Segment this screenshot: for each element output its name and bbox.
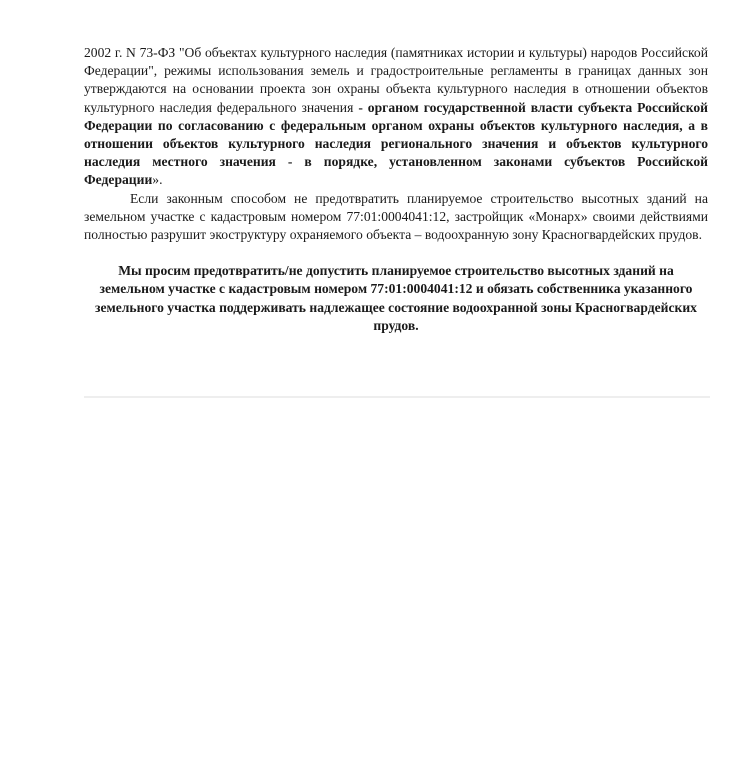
paragraph-law-reference-bold: - органом государственной власти субъекта Российской Федерации по согласованию с федеральным органом охраны объектов культурного наследия, а в отношении объектов культурного наследия регионального значения и объектов культурного наследия местного значения - в порядке, установленном законами субъектов Российской Федерации bbox=[84, 99, 708, 188]
page-divider bbox=[84, 396, 710, 398]
paragraph-law-reference bbox=[84, 44, 708, 190]
request-statement: Мы просим предотвратить/не допустить планируемое строительство высотных зданий на земельном участке с кадастровым номером 77:01:0004041:12 и обязать собственника указанного земельного участка поддерживать надлежащее состояние водоохранной зоны Красногвардейских прудов. bbox=[95, 263, 697, 333]
paragraph-law-reference-tail: ». bbox=[152, 172, 163, 188]
document-page bbox=[84, 44, 708, 349]
paragraph-construction-threat: Если законным способом не предотвратить планируемое строительство высотных зданий на земельном участке с кадастровым номером 77:01:0004041:12, застройщик «Монарх» своими действиями полностью разрушит экоструктуру охраняемого объекта – водоохранную зону Красногвардейских прудов. bbox=[84, 190, 708, 243]
paragraph-law-reference-text: 2002 г. N 73-ФЗ "Об объектах культурного наследия (памятниках истории и культуры) народов Российской Федерации", режимы использования земель и градостроительные регламенты в границах данных зон утверждаются на основании проекта зон охраны объекта культурного наследия в отношении объектов культурного наследия федерального значения bbox=[84, 45, 708, 115]
